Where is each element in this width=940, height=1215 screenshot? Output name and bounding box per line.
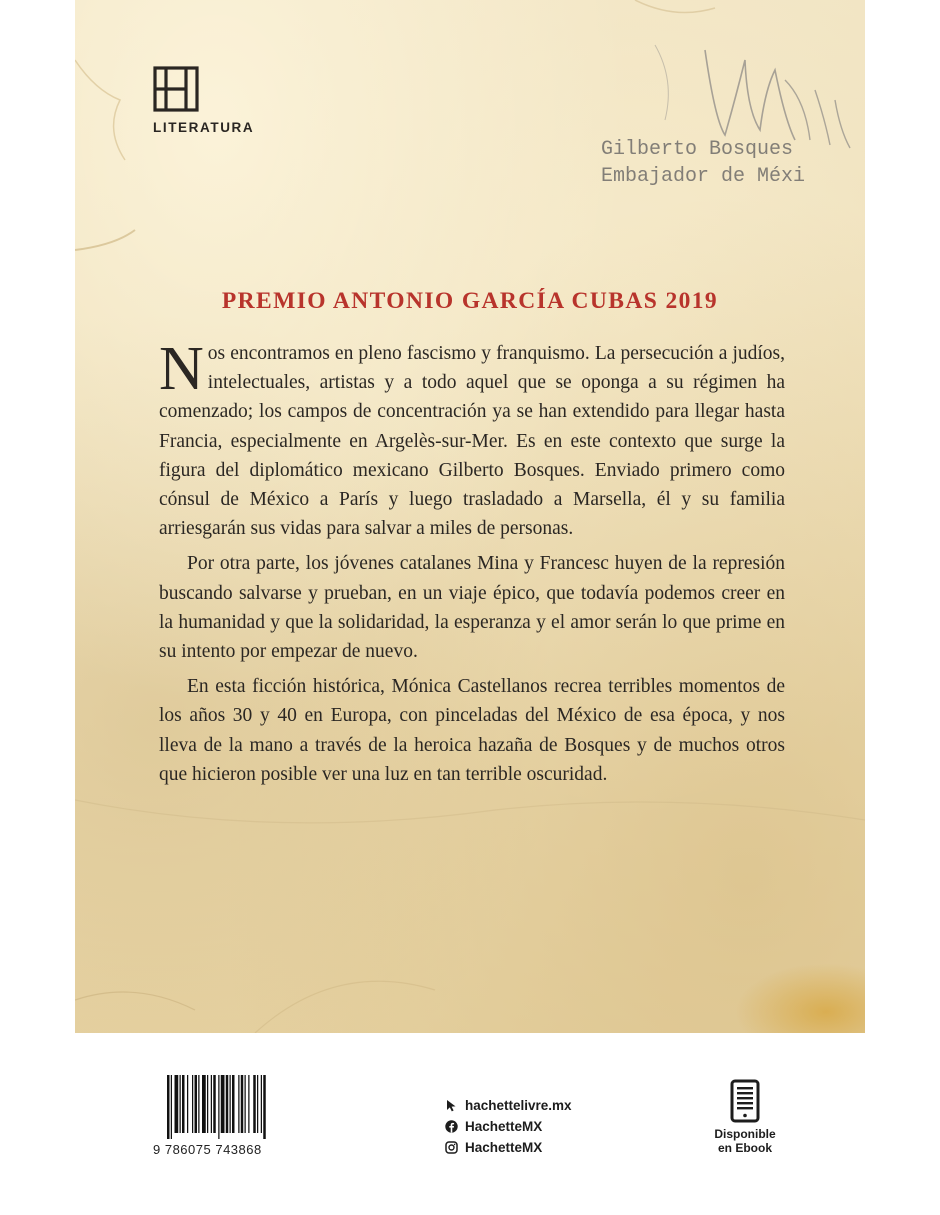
ebook-label-line-2: en Ebook [717,1141,772,1155]
facebook-link[interactable] [445,1116,572,1137]
synopsis-paragraph-1 [159,335,785,543]
hachette-h-logo-icon [153,66,199,112]
paper-stain [735,963,865,1033]
stamp-text [601,136,805,190]
synopsis [159,335,785,789]
award-title: PREMIO ANTONIO GARCÍA CUBAS 2019 [221,288,719,314]
back-cover [75,0,865,1033]
synopsis-paragraph-2: Por otra parte, los jóvenes catalanes Mina y Francesc huyen de la represión buscando salvarse y prueban, en un viaje épico, que todavía podemos creer en la humanidad y que la solidaridad, la esperanza y el amor serán lo que prime en su intento por empezar de nuevo. [159,553,785,663]
instagram-handle: HachetteMX [465,1140,543,1155]
facebook-handle: HachetteMX [465,1119,543,1134]
cursor-arrow-icon [445,1099,458,1112]
synopsis-paragraph-3: En esta ficción histórica, Mónica Castellanos recrea terribles momentos de los años 30 y 40 en Europa, con pinceladas del México de esa época, y nos lleva de la mano a través de la heroica hazaña de Bosques y de muchos otros que hicieron posible ver una luz en tan terrible oscuridad. [159,676,785,785]
stamp-line-1: Gilberto Bosques [601,138,794,161]
ebook-badge [705,1079,785,1155]
paragraph-1-text: os encontramos en pleno fascismo y franquismo. La persecución a judíos, intelectuales, artistas y a todo aquel que se oponga a su régimen ha comenzado; los campos de concentración ya se han extendido para llegar hasta Francia, especialmente en Argelès-sur-Mer. Es en este contexto que surge la figura del diplomático mexicano Gilberto Bosques. Enviado primero como cónsul de México a París y luego trasladado a Marsella, él y su familia arriesgarán sus vidas para salvar a miles de personas. [159,343,785,540]
isbn-number: 9 786075 743868 [153,1142,262,1157]
drop-cap: N [159,335,204,403]
instagram-icon [445,1141,458,1154]
instagram-link[interactable] [445,1137,572,1158]
handwritten-signature-icon [635,40,865,150]
web-url: hachettelivre.mx [465,1098,572,1113]
web-link[interactable] [445,1095,572,1116]
imprint-label: LITERATURA [153,120,255,135]
barcode-icon [167,1075,315,1139]
social-links [445,1095,572,1158]
ebook-reader-icon [730,1079,760,1123]
footer-strip [75,1033,865,1215]
stamp-line-2: Embajador de Méxi [601,165,806,188]
ebook-label-line-1: Disponible [714,1127,776,1141]
facebook-icon [445,1120,458,1133]
